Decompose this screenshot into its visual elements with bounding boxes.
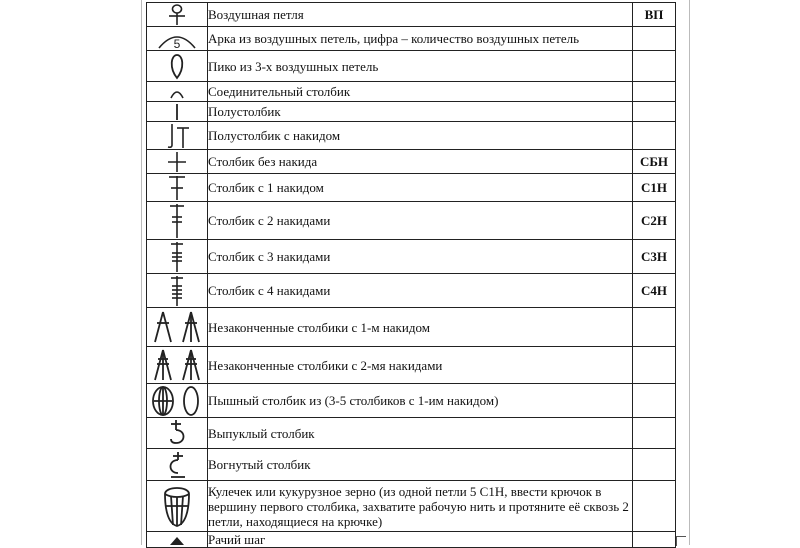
treble-crochet-icon [147,202,208,240]
table-row [147,82,676,102]
row-abbreviation [633,384,676,418]
row-abbreviation [633,122,676,150]
double-crochet-icon [147,174,208,202]
crab-stitch-icon [147,532,208,548]
row-description: Пышный столбик из (3-5 столбиков с 1-им накидом) [208,384,633,418]
half-double-stitch-icon [147,122,208,150]
table-row [147,122,676,150]
row-abbreviation [633,51,676,82]
joining-stitch-icon [147,82,208,102]
row-description: Арка из воздушных петель, цифра – количество воздушных петель [208,27,633,51]
page-edge-right [689,0,690,545]
front-post-icon [147,418,208,449]
single-crochet-icon [147,150,208,174]
row-abbreviation [633,481,676,532]
row-description: Рачий шаг [208,532,633,548]
row-description: Соединительный столбик [208,82,633,102]
row-abbreviation: С4Н [633,274,676,308]
row-description: Воздушная петля [208,3,633,27]
row-description: Столбик с 1 накидом [208,174,633,202]
chain-arch-icon [147,27,208,51]
popcorn-icon [147,481,208,532]
unfinished-2yo-icon [147,347,208,384]
row-abbreviation [633,102,676,122]
row-abbreviation: С2Н [633,202,676,240]
puff-stitch-icon [147,384,208,418]
table-row [147,240,676,274]
row-abbreviation [633,308,676,347]
page-edge-left [141,0,142,545]
svg-text:5: 5 [173,36,181,50]
quadruple-treble-icon [147,274,208,308]
row-abbreviation: С3Н [633,240,676,274]
row-abbreviation [633,27,676,51]
back-post-icon [147,449,208,481]
half-stitch-icon [147,102,208,122]
row-description: Вогнутый столбик [208,449,633,481]
table-row [147,384,676,418]
table-row [147,449,676,481]
row-description: Незаконченные столбики с 1-м накидом [208,308,633,347]
table-row [147,532,676,548]
unfinished-1yo-icon [147,308,208,347]
row-abbreviation [633,347,676,384]
row-description: Полустолбик с накидом [208,122,633,150]
table-row [147,174,676,202]
row-description: Незаконченные столбики с 2-мя накидами [208,347,633,384]
table-row [147,347,676,384]
row-description: Кулечек или кукурузное зерно (из одной петли 5 С1Н, ввести крючок в вершину первого столбика, захватите рабочую нить и протяните её сквозь 2 петли, находящиеся на крючке) [208,481,633,532]
row-description: Столбик с 3 накидами [208,240,633,274]
triple-treble-icon [147,240,208,274]
row-description: Пико из 3-х воздушных петель [208,51,633,82]
row-abbreviation [633,532,676,548]
table-row [147,150,676,174]
row-abbreviation [633,82,676,102]
row-description: Столбик с 4 накидами [208,274,633,308]
row-description: Полустолбик [208,102,633,122]
table-row [147,3,676,27]
row-abbreviation: С1Н [633,174,676,202]
crochet-symbols-table [146,2,676,548]
row-abbreviation [633,449,676,481]
table-row [147,202,676,240]
table-row [147,308,676,347]
row-description: Столбик без накида [208,150,633,174]
row-abbreviation: СБН [633,150,676,174]
table-row [147,27,676,51]
picot-icon [147,51,208,82]
table-row [147,418,676,449]
table-row [147,51,676,82]
table-row [147,274,676,308]
row-description: Выпуклый столбик [208,418,633,449]
chain-stitch-icon [147,3,208,27]
table-row [147,102,676,122]
row-abbreviation: ВП [633,3,676,27]
row-description: Столбик с 2 накидами [208,202,633,240]
table-row [147,481,676,532]
row-abbreviation [633,418,676,449]
